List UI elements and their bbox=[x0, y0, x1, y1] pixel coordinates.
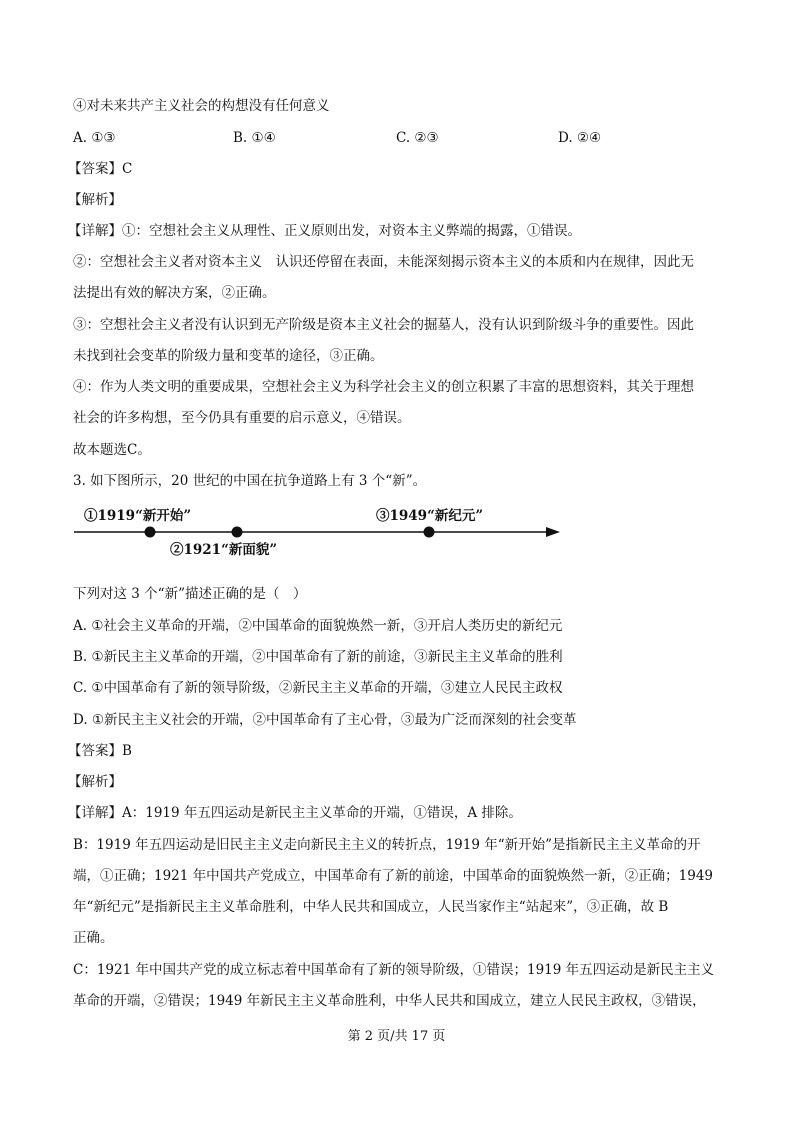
question-3-prompt: 下列对这 3 个“新”描述正确的是（ ） bbox=[73, 586, 307, 602]
prev-answer: 【答案】C bbox=[68, 161, 133, 177]
question-3-option-b: B. ①新民主主义革命的开端，②中国革命有了新的前途，③新民主主义革命的胜利 bbox=[73, 649, 563, 665]
prev-detail-line: 【详解】①：空想社会主义从理性、正义原则出发，对资本主义弊端的揭露，①错误。 bbox=[68, 223, 581, 239]
question-3-detail-line: 端，①正确；1921 年中国共产党成立，中国革命有了新的前途，中国革命的面貌焕然一新，②正确；1949 bbox=[73, 868, 714, 884]
question-3-option-d: D. ①新民主主义社会的开端，②中国革命有了主心骨，③最为广泛而深刻的社会变革 bbox=[73, 712, 577, 728]
question-3-detail-line: B：1919 年五四运动是旧民主主义走向新民主主义的转折点，1919 年“新开始”是指新民主主义革命的开 bbox=[73, 837, 701, 853]
prev-conclusion: 故本题选C。 bbox=[73, 442, 151, 458]
timeline-point-1921 bbox=[232, 527, 243, 538]
prev-detail-line: 法提出有效的解决方案，②正确。 bbox=[73, 285, 276, 301]
question-3-answer: 【答案】B bbox=[68, 743, 132, 759]
prev-detail-line: ④：作为人类文明的重要成果，空想社会主义为科学社会主义的创立积累了丰富的思想资料，其关于理想 bbox=[73, 379, 694, 395]
timeline-arrowhead bbox=[546, 527, 560, 537]
question-3-detail-line: 【详解】A：1919 年五四运动是新民主主义革命的开端，①错误，A 排除。 bbox=[68, 805, 522, 821]
question-3-option-a: A. ①社会主义革命的开端，②中国革命的面貌焕然一新，③开启人类历史的新纪元 bbox=[73, 618, 563, 634]
prev-statement-4: ④对未来共产主义社会的构想没有任何意义 bbox=[73, 98, 330, 114]
question-3-option-c: C. ①中国革命有了新的领导阶级，②新民主主义革命的开端，③建立人民民主政权 bbox=[73, 680, 563, 696]
prev-option-b: B. ①④ bbox=[233, 130, 276, 146]
page-footer: 第 2 页/共 17 页 bbox=[347, 1029, 446, 1044]
prev-detail-line: 未找到社会变革的阶级力量和变革的途径，③正确。 bbox=[73, 348, 384, 364]
prev-detail-line: ③：空想社会主义者没有认识到无产阶级是资本主义社会的掘墓人，没有认识到阶级斗争的重要性。因此 bbox=[73, 317, 694, 333]
prev-option-a: A. ①③ bbox=[73, 130, 116, 146]
timeline-label-1949: ③1949“新纪元” bbox=[376, 508, 484, 524]
prev-option-c: C. ②③ bbox=[396, 130, 439, 146]
prev-analysis-label: 【解析】 bbox=[68, 192, 122, 208]
question-3-detail-line: C：1921 年中国共产党的成立标志着中国革命有了新的领导阶级，①错误；1919 年五四运动是新民主主义 bbox=[73, 962, 715, 978]
question-3-detail-line: 革命的开端，②错误；1949 年新民主主义革命胜利，中华人民共和国成立，建立人民民主政权，③错误， bbox=[73, 993, 706, 1009]
prev-option-d: D. ②④ bbox=[558, 130, 602, 146]
question-3-analysis-label: 【解析】 bbox=[68, 774, 122, 790]
timeline-point-1949 bbox=[424, 527, 435, 538]
prev-detail-line: 社会的许多构想，至今仍具有重要的启示意义，④错误。 bbox=[73, 410, 411, 426]
question-3-detail-line: 正确。 bbox=[73, 930, 114, 946]
timeline-point-1919 bbox=[145, 527, 156, 538]
timeline-label-1919: ①1919“新开始” bbox=[84, 508, 192, 524]
question-3-stem: 3. 如下图所示，20 世纪的中国在抗争道路上有 3 个“新”。 bbox=[73, 473, 427, 489]
question-3-detail-line: 年“新纪元”是指新民主主义革命胜利，中华人民共和国成立，人民当家作主“站起来”，③正确，故 B bbox=[73, 899, 669, 915]
timeline-label-1921: ②1921“新面貌” bbox=[170, 542, 278, 558]
timeline-diagram bbox=[0, 495, 793, 565]
prev-detail-line: ②：空想社会主义者对资本主义 认识还停留在表面，未能深刻揭示资本主义的本质和内在规律，因此无 bbox=[73, 254, 694, 270]
